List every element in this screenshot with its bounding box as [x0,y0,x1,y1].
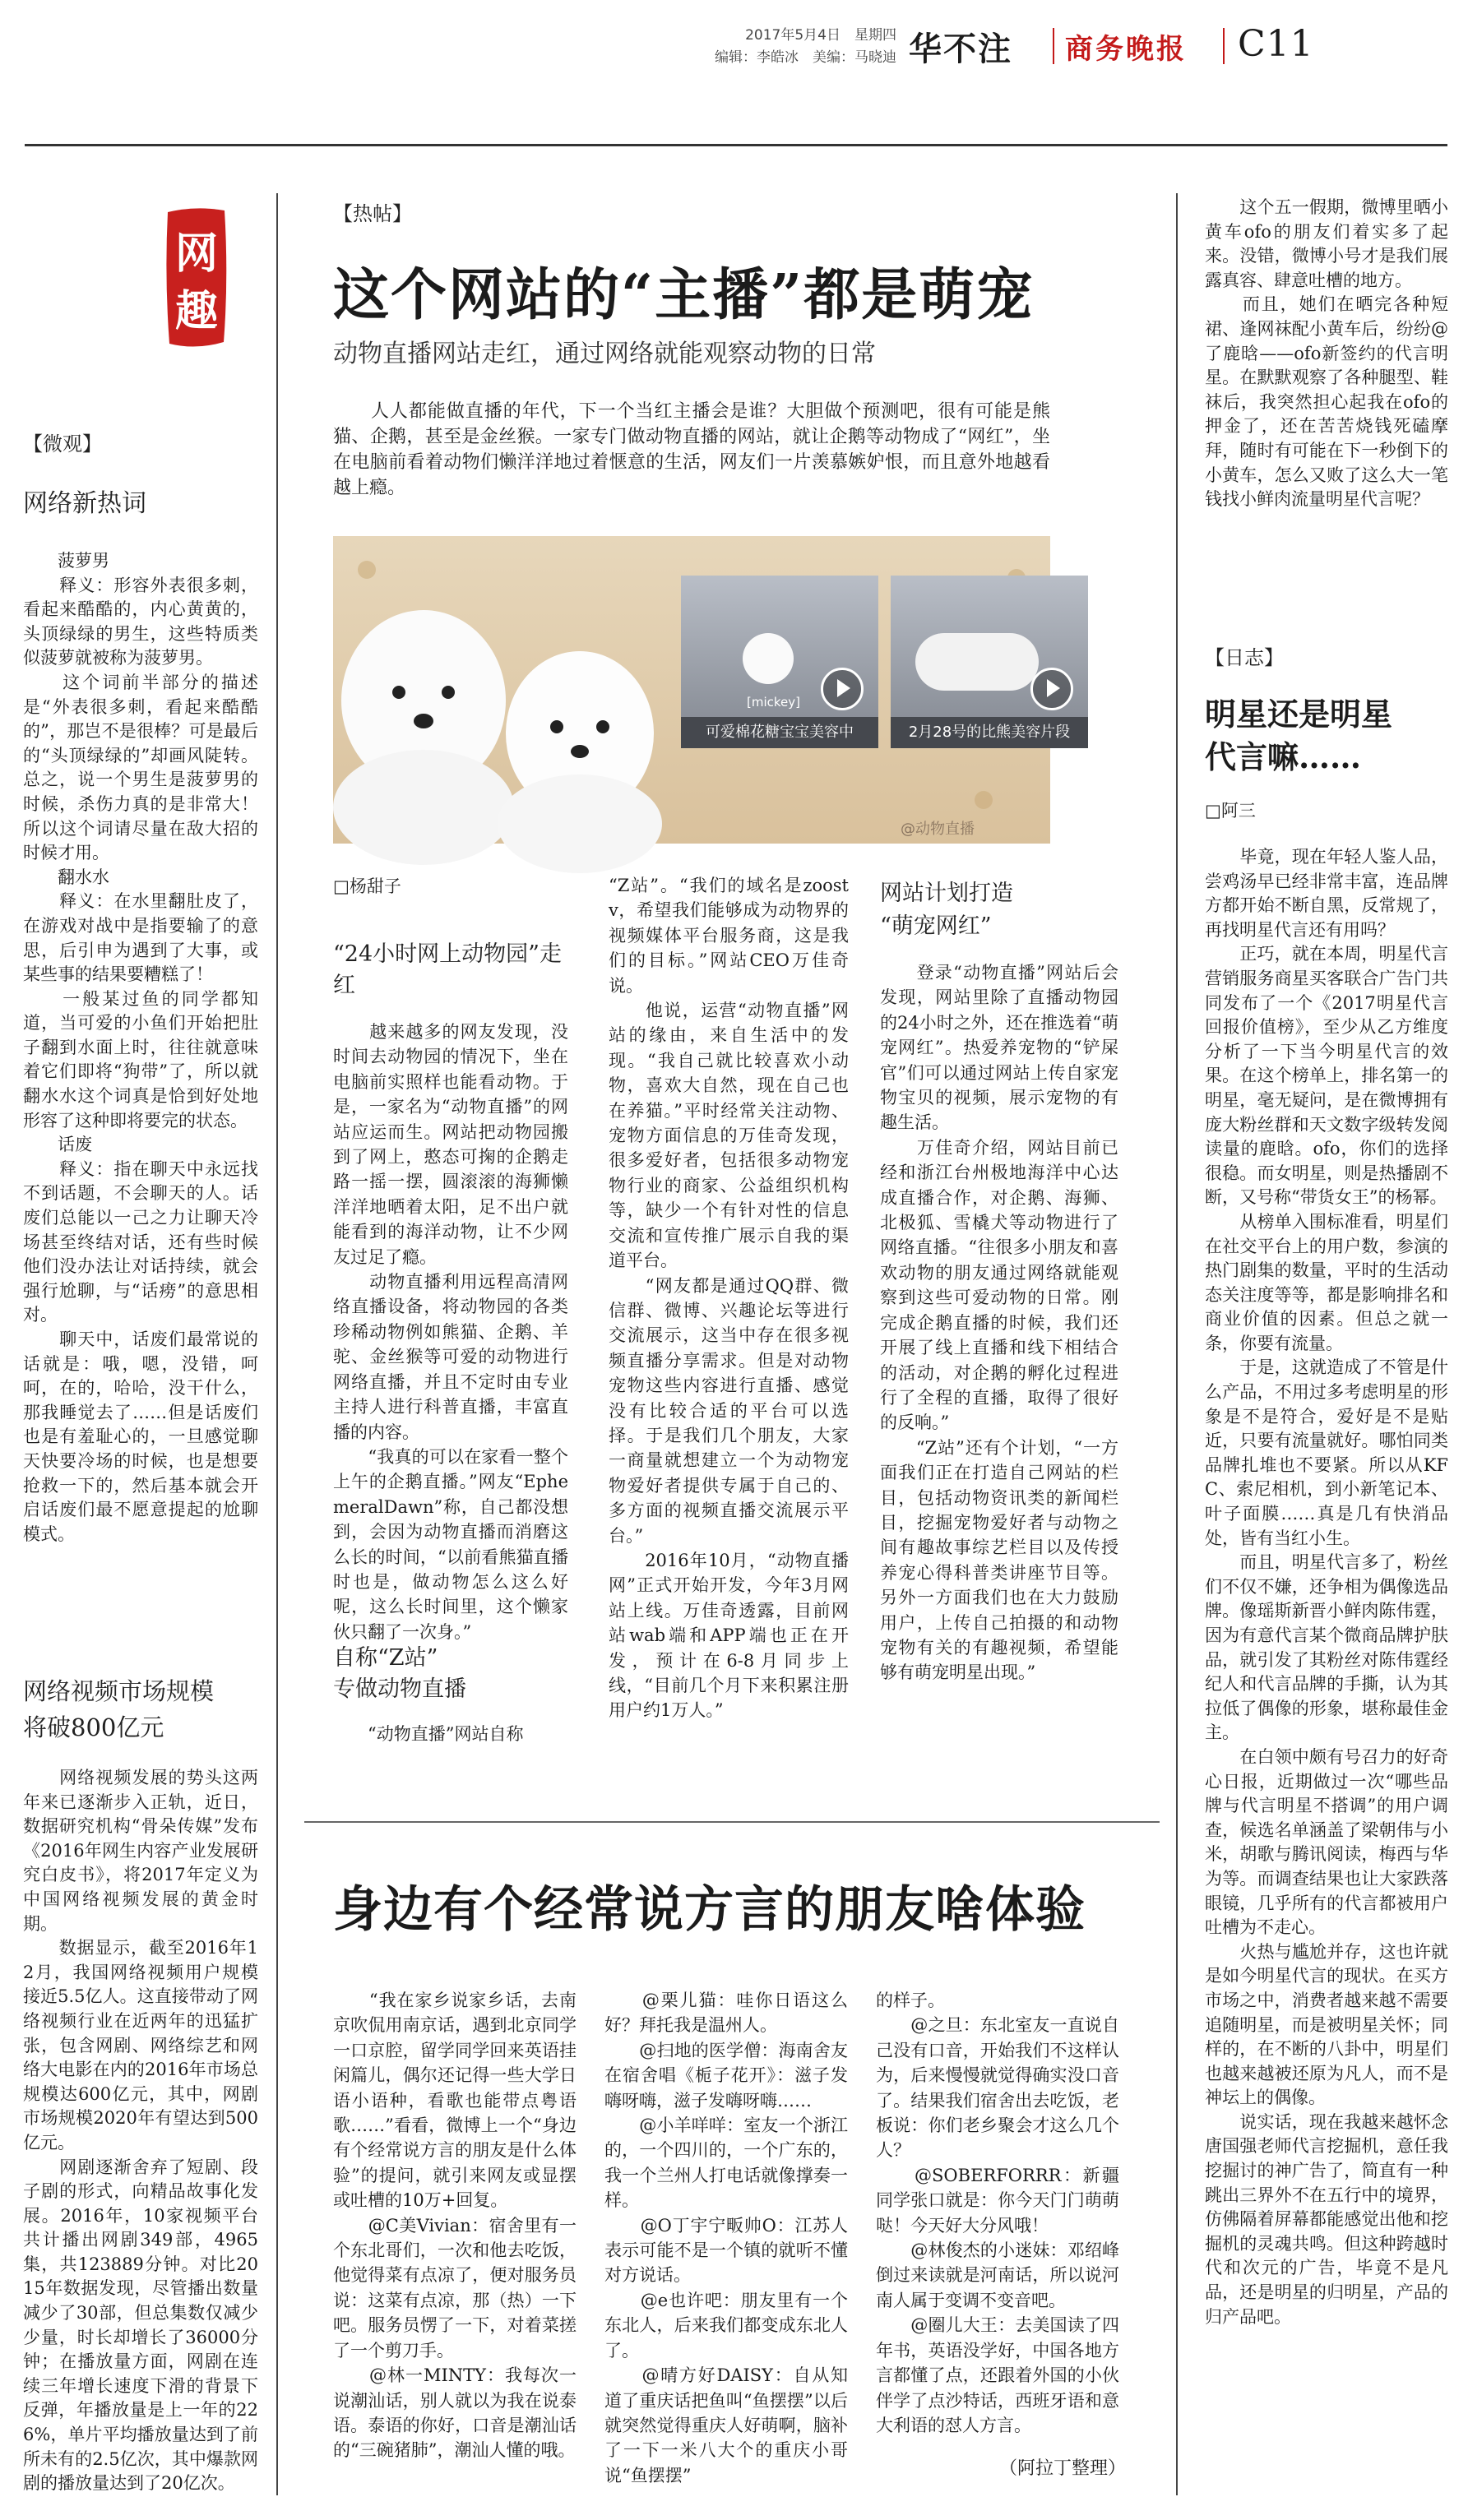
dog-right-body [498,774,662,873]
left-headline-2b: 将破800亿元 [23,1713,164,1741]
section-title: 华不注 [909,30,1012,68]
right-kicker: 【日志】 [1205,646,1284,669]
video-1-caption: 可爱棉花糖宝宝美容中 [681,717,878,748]
header-separator [1053,28,1054,64]
header-separator [1223,28,1225,64]
right-column-divider [1176,193,1178,2495]
right-headline-b: 代言嘛…… [1205,738,1362,775]
feature-col1-body: 越来越多的网友发现，没时间去动物园的情况下，坐在电脑前实照样也能看动物。于是，一家名为“动物直播”的网站应运而生。网站把动物园搬到了网上，憨态可掬的企鹅走路一摇一摆，圆滚滚的海狮懒洋洋地晒着太阳，足不出户就能看到的海洋动物，让不少网友过足了瘾。 动物直播利用远程高清网络直播设备，将动物园的各类珍稀动物例如熊猫、企鹅、羊驼、金丝猴等可爱的动物进行网络直播，并且不定时由专业主持人进行科普直播，丰富直播的内容。 “我真的可以在家看一整个上午的企鹅直播。”网友“EphemeralDawn”称，自己都没想到，会因为动物直播而消磨这么长的时间，“以前看熊猫直播时也是，做动物怎么这么好呢，这么长时间里，这个懒家伙只翻了一次身。” [333,1022,568,1642]
dog-left-eye [442,686,455,699]
feature-col1-subhead-b: 专做动物直播 [333,1676,466,1702]
page-number: C11 [1238,23,1314,65]
dog-left-nose [414,714,433,728]
video-2-caption: 2月28号的比熊美容片段 [891,717,1088,748]
feature-col2-body: “Z站”。“我们的域名是zoostv，希望我们能够成为动物界的视频媒体平台服务商，这是我们的目标。”网站CEO万佳奇说。 他说，运营“动物直播”网站的缘由，来自生活中的发现。“我自己就比较喜欢小动物，喜欢大自然，现在自己也在养猫。”平时经常关注动物、宠物方面信息的万佳奇发现，很多爱好者，包括很多动物宠物行业的商家、公益组织机构等，缺少一个有针对性的信息交流和宣传推广展示自我的渠道平台。 “网友都是通过QQ群、微信群、微博、兴趣论坛等进行交流展示，这当中存在很多视频直播分享需求。但是对动物宠物这些内容进行直播、感觉没有比较合适的平台可以选择。于是我们几个朋友，大家一商量就想建立一个为动物宠物爱好者提供专属于自己的、多方面的视频直播交流展示平台。” 2016年10月，“动物直播网”正式开始开发，今年3月网站上线。万佳奇透露，目前网站wab端和APP端也正在开发，预计在6-8月同步上线，“目前几个月下来积累注册用户约1万人。” [609,876,849,1721]
issue-date: 2017年5月4日 星期四 [745,27,896,44]
feature2-col1: “我在家乡说家乡话，去南京吹侃用南京话，遇到北京同学一口京腔，留学同学回来英语挂闲篇儿，偶尔还记得一些大学日语小语种，看歌也能带点粤语歌……”看看，微博上一个“身边有个经常说方言的朋友是什么体验”的提问，就引来网友或显摆或吐槽的10万+回复。 @C美Vivian：宿舍里有一个东北哥们，一次和他去吃饭，他觉得菜有点凉了，便对服务员说：这菜有点凉，那（热）一下吧。服务员愣了一下，对着菜搓了一个剪刀手。 @林一MINTY：我每次一说潮汕话，别人就以为我在说泰语。泰语的你好，口音是潮汕话的“三碗猪肺”，潮汕人懂的哦。 [333,1991,577,2461]
play-icon[interactable] [1030,668,1073,710]
dog-left-body [333,750,514,865]
feature-col1-headline: “24小时网上动物园”走红 [333,941,562,998]
dog-right-nose [571,745,589,758]
photo-watermark: @动物直播 [901,821,975,838]
newspaper-logo: 商务晚报 [1065,33,1187,66]
feature-col1-subhead: 自称“Z站” [333,1645,438,1671]
feature2-col2: @栗儿猫：哇你日语这么好？拜托我是温州人。 @扫地的医学僧：海南舍友在宿舍唱《栀子花开》：滋子发嗨呀嗨，滋子发嗨呀嗨…… @小羊咩咩：室友一个浙江的，一个四川的，一个广东的，我一个兰州人打电话就像撑奏一样。 @O丁宇宁畈帅O：江苏人表示可能不是一个镇的就听不懂对方说话。 @e也许吧：朋友里有一个东北人，后来我们都变成东北人了。 @晴方好DAISY：自从知道了重庆话把鱼叫“鱼摆摆”以后就突然觉得重庆人好萌啊，脑补了一下一米八大个的重庆小哥说“鱼摆摆” [604,1991,848,2485]
right-article-body: 毕竟，现在年轻人鉴人品，尝鸡汤早已经非常丰富，连品牌方都开始不断自黑，反常规了，再找明星代言还有用吗？ 正巧，就在本周，明星代言营销服务商星买客联合广告门共同发布了一个《2017明星代言回报价值榜》，至少从乙方维度分析了一下当今明星代言的效果。在这个榜单上，排名第一的明星，毫无疑问，是在微博拥有庞大粉丝群和天文数字级转发阅读量的鹿晗。ofo，你们的选择很稳。而女明星，则是热播剧不断，又号称“带货女王”的杨幂。 从榜单入围标准看，明星们在社交平台上的用户数，参演的热门剧集的数量，平时的生活动态关注度等等，都是影响排名和商业价值的因素。但总之就一条，你要有流量。 于是，这就造成了不管是什么产品，不用过多考虑明星的形象是不是符合，爱好是不是贴近，只要有流量就好。哪怕同类品牌扎堆也不要紧。所以从KFC、索尼相机，到小新笔记本、叶子面膜……真是几有快消品处，皆有当红小生。 而且，明星代言多了，粉丝们不仅不嫌，还争相为偶像选品牌。像瑶斯新晋小鲜肉陈伟霆，因为有意代言某个微商品牌护肤品，就引发了其粉丝对陈伟霆经纪人和代言品牌的手撕，认为其拉低了偶像的形象，堪称最佳金主。 在白领中颇有号召力的好奇心日报，近期做过一次“哪些品牌与代言明星不搭调”的用户调查，候选名单涵盖了梁朝伟与小米，胡歌与腾讯阅读，梅西与华为等。而调查结果也让大家跌落眼镜，几乎所有的代言都被用户吐槽为不走心。 火热与尴尬并存，这也许就是如今明星代言的现状。在买方市场之中，消费者越来越不需要追随明星，而是被明星关怀；同样的，在不断的八卦中，明星们也越来越被还原为凡人，而不是神坛上的偶像。 说实话，现在我越来越怀念唐国强老师代言挖掘机，意任我挖掘讨的神广告了，简直有一种跳出三界外不在五行中的境界，仿佛隔着屏幕都能感觉出他和挖掘机的灵魂共鸣。但这种跨越时代和次元的广告，毕竟不是凡品，还是明星的归明星，产品的归产品吧。 [1205,847,1448,2327]
left-headline-2: 网络视频市场规模 [23,1677,215,1705]
column-seal [163,204,230,352]
dog-right-eye [550,720,563,733]
feature-kicker: 【热帖】 [333,202,412,225]
feature2-title: 身边有个经常说方言的朋友啥体验 [333,1881,1086,1939]
right-headline: 明星还是明星 [1205,696,1393,733]
right-intro-body: 这个五一假期，微博里晒小黄车ofo的朋友们着实多了起来。没错，微博小号才是我们展露真容、肆意吐槽的地方。 而且，她们在晒完各种短裙、逢网袜配小黄车后，纷纷@了鹿晗——ofo新签约的代言明星。在默默观察了各种腿型、鞋袜后，我突然担心起我在ofo的押金了，还在苦苦烧钱死磕摩拜，随时有可能在下一秒倒下的小黄车，怎么又败了这么大一笔钱找小鲜肉流量明星代言呢？ [1205,197,1448,510]
dogs-illustration [333,536,695,844]
left-article-1: 菠萝男 释义：形容外表很多刺，看起来酷酷的，内心黄黄的，头顶绿绿的男生，这些特质类似菠萝就被称为菠萝男。 这个词前半部分的描述是“外表很多刺，看起来酷酷的”，那岂不是很棒？可是最后的“头顶绿绿的”却画风陡转。总之，说一个男生是菠萝男的时候，杀伤力真的是非常大！所以这个词请尽量在敌大招的时候才用。 翻水水 释义：在水里翻肚皮了，在游戏对战中是指要输了的意思，后引申为遇到了大事，或某些事的结果要糟糕了！ 一般某过鱼的同学都知道，当可爱的小鱼们开始把肚子翻到水面上时，往往就意味着它们即将“狗带”了，所以就翻水水这个词真是恰到好处地形容了这种即将要完的状态。 话废 释义：指在聊天中永远找不到话题，不会聊天的人。话废们总能以一己之力让聊天冷场甚至终结对话，还有些时候他们没办法让对话持续，就会强行尬聊，与“话痨”的意思相对。 聊天中，话废们最常说的话就是：哦，嗯，没错，呵呵，在的，哈哈，没干什么，那我睡觉去了……但是话废们也是有羞耻心的，一旦感觉聊天快要冷场的时候，也是想要抢救一下的，然后基本就会开启话废们最不愿意提起的尬聊模式。 [23,551,258,1544]
feature-subtitle: 动物直播网站走红，通过网络就能观察动物的日常 [333,340,876,368]
video-2-dog [915,633,1039,691]
feature-byline: □杨甜子 [333,876,401,896]
left-article-2: 网络视频发展的势头这两年来已逐渐步入正轨，近日，数据研究机构“骨朵传媒”发布《2016年网生内容产业发展研究白皮书》，将2017年定义为中国网络视频发展的黄金时期。 数据显示，截至2016年12月，我国网络视频用户规模接近5.5亿人。这直接带动了网络视频行业在近两年的迅猛扩张，包含网剧、网络综艺和网络大电影在内的2016年市场总规模达600亿元，其中，网剧市场规模2020年有望达到500亿元。 网剧逐渐舍弃了短剧、段子剧的形式，向精品故事化发展。2016年，10家视频平台共计播出网剧349部，4965集，共123889分钟。对比2015年数据发现，尽管播出数量减少了30部，但总集数仅减少少量，时长却增长了36000分钟；在播放量方面，网剧在连续三年增长速度下滑的背景下反弹，年播放量是上一年的226%，单片平均播放量达到了前所未有的2.5亿次，其中爆款网剧的播放量达到了20亿次。 [23,1768,258,2494]
video-thumbnail-1[interactable] [681,576,878,748]
left-kicker: 【微观】 [23,432,102,455]
seal-char-1: 网 [174,229,219,279]
feature-lead: 人人都能做直播的年代，下一个当红主播会是谁？大胆做个预测吧，很有可能是熊猫、企鹅，甚至是金丝猴。一家专门做动物直播的网站，就让企鹅等动物成了“网红”，坐在电脑前看着动物们懒洋洋地过着惬意的生活，网友们一片羡慕嫉妒恨，而且意外地越看越上瘾。 [333,401,1050,498]
right-byline: □阿三 [1205,801,1256,821]
feature-col3-headline-b: “萌宠网红” [880,913,992,939]
header-rule [25,144,1447,146]
feature2-col3: 的样子。 @之旦：东北室友一直说自己没有口音，开始我们不这样认为，后来慢慢就觉得确实没口音了。结果我们宿舍出去吃饭，老板说：你们老乡聚会才这么几个人？ @SOBERFORRR：新疆同学张口就是：你今天门门萌萌哒！今天好大分风哦！ @林俊杰的小迷妹：邓绍峰倒过来读就是河南话，所以说河南人属于变调不变音吧。 @圈儿大王：去美国读了四年书，英语没学好，中国各地方言都懂了点，还跟着外国的小伙伴学了点沙特话，西班牙语和意大利语的怼人方言。 [876,1991,1119,2435]
dog-left-eye [392,686,405,699]
video-1-tag: [mickey] [747,695,800,710]
feature-title: 这个网站的“主播”都是萌宠 [333,262,1035,328]
feature-divider [304,1821,1160,1823]
left-headline-1: 网络新热词 [23,489,146,518]
feature-col3-body: 登录“动物直播”网站后会发现，网站里除了直播动物园的24小时之外，还在推选着“萌宠网红”。热爱养宠物的“铲屎官”们可以通过网站上传自家宠物宝贝的视频，展示宠物的有趣生活。 万佳奇介绍，网站目前已经和浙江台州极地海洋中心达成直播合作，对企鹅、海狮、北极狐、雪橇犬等动物进行了网络直播。“往很多小朋友和喜欢动物的朋友通过网络就能观察到这些可爱动物的日常。刚完成企鹅直播的时候，我们还开展了线上直播和线下相结合的活动，对企鹅的孵化过程进行了全程的直播，取得了很好的反响。” “Z站”还有个计划，“一方面我们正在打造自己网站的栏目，包括动物资讯类的新闻栏目，挖掘宠物爱好者与动物之间有趣故事综艺栏目以及传授养宠心得科普类讲座节目等。另外一方面我们也在大力鼓励用户，上传自己拍摄的和动物宠物有关的有趣视频，希望能够有萌宠明星出现。” [880,963,1118,1683]
feature-col3-headline: 网站计划打造 [880,881,1013,906]
left-column-divider [276,193,278,2495]
video-thumbnail-2[interactable] [891,576,1088,748]
play-icon[interactable] [821,668,864,710]
feature2-credit: （阿拉丁整理） [999,2458,1127,2479]
dog-right-eye [596,720,609,733]
paw-decoration [975,791,993,809]
page-editors: 编辑：李皓冰 美编：马晓迪 [715,49,896,66]
feature-col1-tail: “动物直播”网站自称 [333,1724,524,1744]
seal-char-2: 趣 [174,286,219,336]
video-1-dog [743,633,794,684]
feature-photo [333,536,1071,844]
